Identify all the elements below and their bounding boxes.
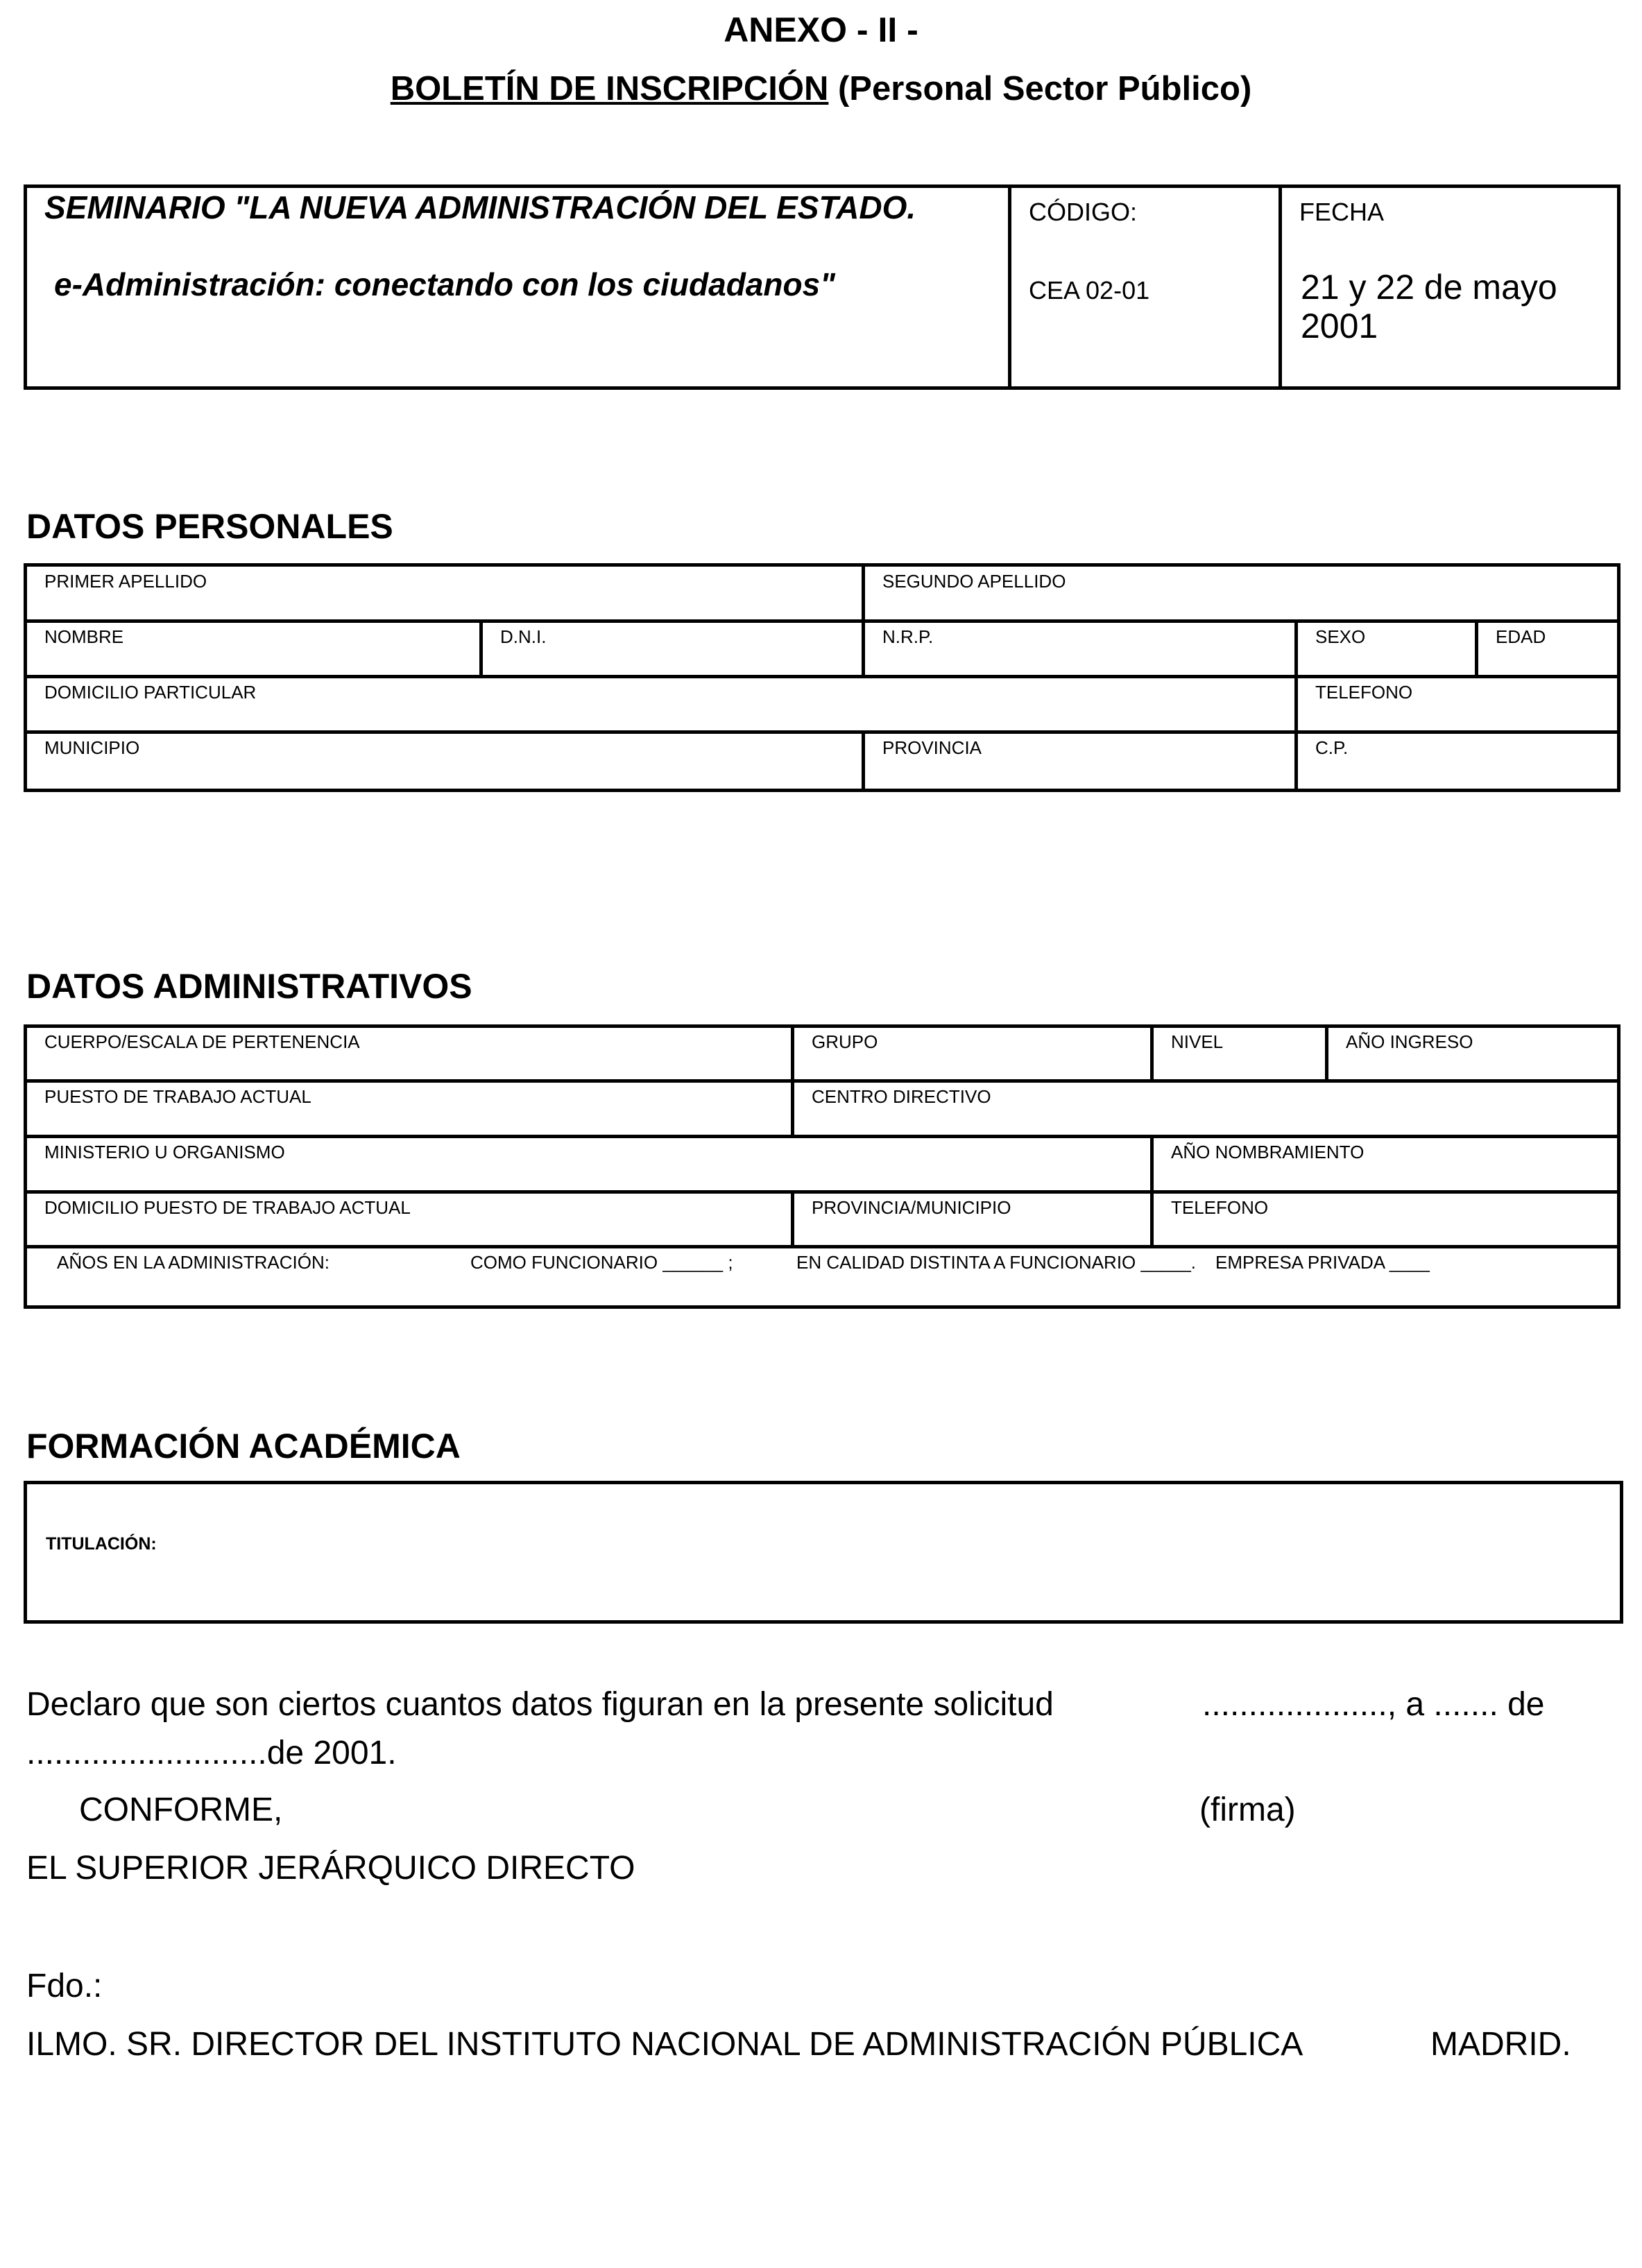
field-empresa-privada[interactable]: EMPRESA PRIVADA ____ — [1215, 1252, 1430, 1273]
fdo-label[interactable]: Fdo.: — [26, 1968, 103, 2004]
field-nombre[interactable]: NOMBRE — [44, 626, 124, 647]
field-segundo-apellido[interactable]: SEGUNDO APELLIDO — [882, 571, 1066, 592]
firma-label[interactable]: (firma) — [1199, 1792, 1296, 1828]
declaration-place-date[interactable]: ...................., a ....... de — [1202, 1686, 1545, 1723]
form-title — [0, 69, 1642, 108]
field-anio-nombramiento[interactable]: AÑO NOMBRAMIENTO — [1171, 1142, 1365, 1162]
conforme-label: CONFORME, — [79, 1792, 283, 1828]
personal-data-heading: DATOS PERSONALES — [26, 507, 393, 546]
director-addressee: ILMO. SR. DIRECTOR DEL INSTITUTO NACIONAL DE ADMINISTRACIÓN PÚBLICA — [26, 2026, 1303, 2063]
field-sexo[interactable]: SEXO — [1315, 626, 1366, 647]
field-domicilio-particular[interactable]: DOMICILIO PARTICULAR — [44, 682, 257, 703]
field-titulacion[interactable]: TITULACIÓN: — [46, 1534, 157, 1554]
course-date-label: FECHA — [1299, 198, 1385, 226]
field-edad[interactable]: EDAD — [1496, 626, 1546, 647]
field-como-funcionario[interactable]: COMO FUNCIONARIO ______ ; — [470, 1252, 733, 1273]
form-title-sub: (Personal Sector Público) — [837, 70, 1252, 108]
field-calidad-distinta[interactable]: EN CALIDAD DISTINTA A FUNCIONARIO _____. — [796, 1252, 1197, 1273]
declaration-text: Declaro que son ciertos cuantos datos figuran en la presente solicitud — [26, 1686, 1054, 1723]
field-puesto-trabajo[interactable]: PUESTO DE TRABAJO ACTUAL — [44, 1086, 311, 1107]
field-grupo[interactable]: GRUPO — [812, 1031, 878, 1052]
field-telefono[interactable]: TELEFONO — [1315, 682, 1413, 703]
field-telefono-trabajo[interactable]: TELEFONO — [1171, 1197, 1269, 1218]
declaration-date-line[interactable]: ..........................de 2001. — [26, 1735, 397, 1771]
superior-label: EL SUPERIOR JERÁRQUICO DIRECTO — [26, 1850, 635, 1887]
field-cuerpo-escala[interactable]: CUERPO/ESCALA DE PERTENENCIA — [44, 1031, 360, 1052]
field-nivel[interactable]: NIVEL — [1171, 1031, 1224, 1052]
form-title-main: BOLETÍN DE INSCRIPCIÓN — [390, 70, 829, 108]
field-municipio[interactable]: MUNICIPIO — [44, 737, 140, 758]
course-code-value: CEA 02-01 — [1029, 276, 1150, 304]
annex-heading: ANEXO - II - — [724, 10, 918, 49]
field-dni[interactable]: D.N.I. — [500, 626, 547, 647]
field-cp[interactable]: C.P. — [1315, 737, 1349, 758]
field-ministerio[interactable]: MINISTERIO U ORGANISMO — [44, 1142, 285, 1162]
admin-data-heading: DATOS ADMINISTRATIVOS — [26, 967, 472, 1006]
field-anios-administracion: AÑOS EN LA ADMINISTRACIÓN: — [57, 1252, 330, 1273]
course-code-label: CÓDIGO: — [1029, 198, 1138, 226]
field-centro-directivo[interactable]: CENTRO DIRECTIVO — [812, 1086, 991, 1107]
field-domicilio-puesto[interactable]: DOMICILIO PUESTO DE TRABAJO ACTUAL — [44, 1197, 411, 1218]
field-nrp[interactable]: N.R.P. — [882, 626, 934, 647]
field-provincia-municipio[interactable]: PROVINCIA/MUNICIPIO — [812, 1197, 1011, 1218]
field-provincia[interactable]: PROVINCIA — [882, 737, 982, 758]
academic-heading: FORMACIÓN ACADÉMICA — [26, 1427, 461, 1466]
addressee-city: MADRID. — [1430, 2026, 1571, 2063]
academic-box — [24, 1481, 1623, 1624]
field-anio-ingreso[interactable]: AÑO INGRESO — [1346, 1031, 1473, 1052]
course-name-line2: e-Administración: conectando con los ciudadanos" — [54, 266, 835, 302]
field-primer-apellido[interactable]: PRIMER APELLIDO — [44, 571, 207, 592]
course-date-value: 21 y 22 de mayo 2001 — [1301, 268, 1557, 345]
course-name-line1: SEMINARIO "LA NUEVA ADMINISTRACIÓN DEL ESTADO. — [44, 189, 916, 225]
